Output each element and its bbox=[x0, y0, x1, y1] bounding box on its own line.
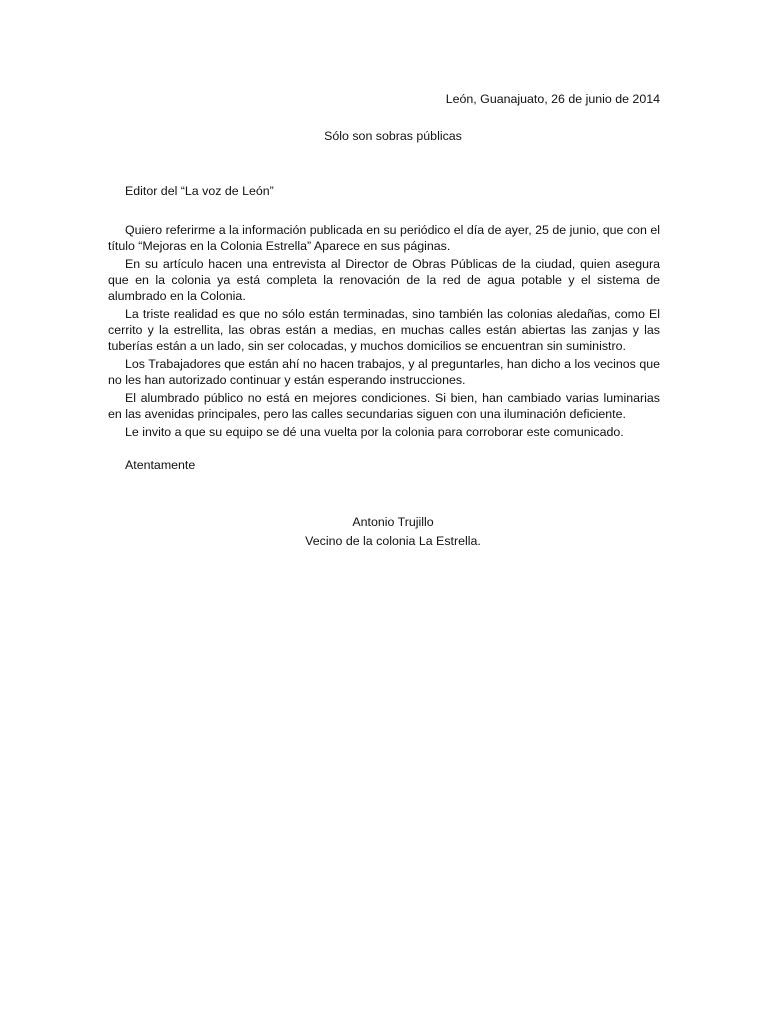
signer-description: Vecino de la colonia La Estrella. bbox=[305, 534, 481, 548]
closing-line: Atentamente bbox=[125, 458, 196, 472]
recipient-line: Editor del “La voz de León” bbox=[125, 184, 274, 198]
signature-block bbox=[0, 514, 768, 552]
body-paragraph: Le invito a que su equipo se dé una vuelta por la colonia para corroborar este comunicado. bbox=[125, 425, 624, 439]
letter-body bbox=[108, 222, 660, 442]
date-line: León, Guanajuato, 26 de junio de 2014 bbox=[445, 92, 660, 106]
body-paragraph: El alumbrado público no está en mejores condiciones. Si bien, han cambiado varias luminarias en las avenidas principales, pero las calles secundarias siguen con una iluminación deficiente. bbox=[108, 391, 660, 421]
letter-title: Sólo son sobras públicas bbox=[324, 129, 462, 143]
body-paragraph: La triste realidad es que no sólo están terminadas, sino también las colonias aledañas, como El cerrito y la estrellita, las obras están a medias, en muchas calles están abiertas las zanjas y las tuberías están a un lado, sin ser colocadas, y muchos domicilios se encuentran sin suministro. bbox=[108, 307, 660, 353]
body-paragraph: Quiero referirme a la información publicada en su periódico el día de ayer, 25 de junio, que con el título “Mejoras en la Colonia Estrella” Aparece en sus páginas. bbox=[108, 223, 660, 253]
body-paragraph: En su artículo hacen una entrevista al Director de Obras Públicas de la ciudad, quien asegura que en la colonia ya está completa la renovación de la red de agua potable y el sistema de alumbrado en la Colonia. bbox=[108, 257, 660, 303]
body-paragraph: Los Trabajadores que están ahí no hacen trabajos, y al preguntarles, han dicho a los vecinos que no les han autorizado continuar y están esperando instrucciones. bbox=[108, 357, 660, 387]
signer-name: Antonio Trujillo bbox=[352, 515, 434, 529]
